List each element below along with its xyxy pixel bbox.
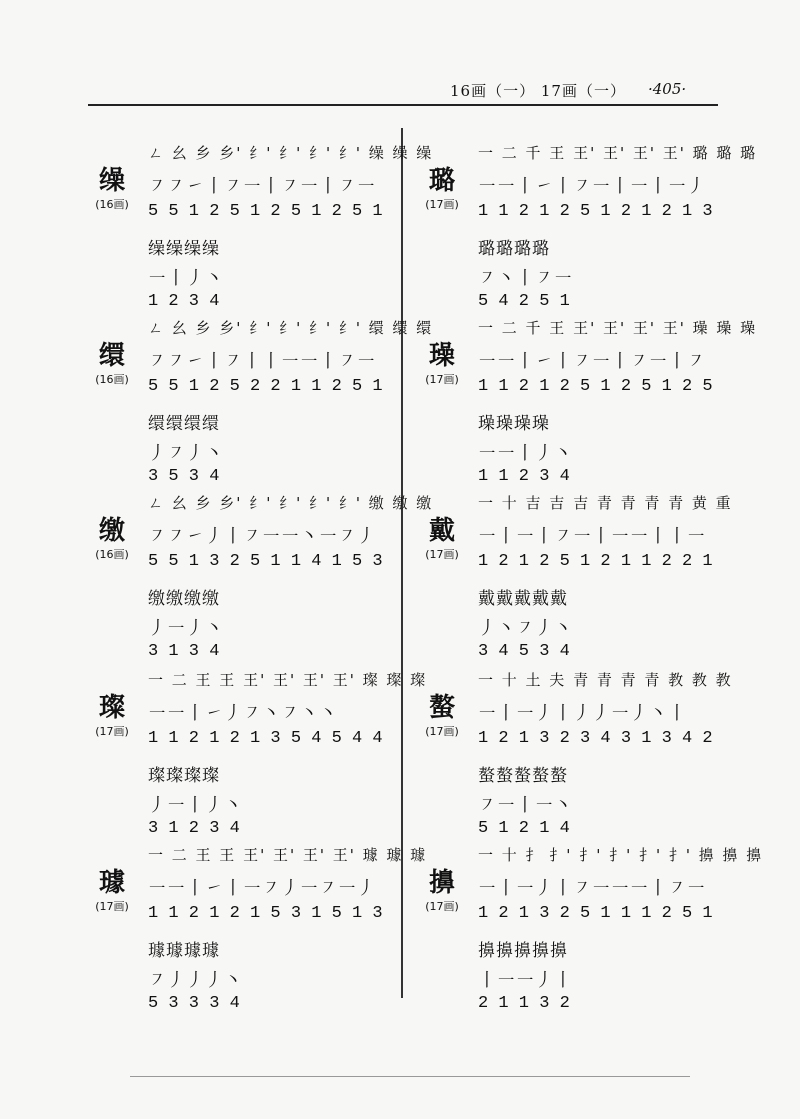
stroke-count: (17画)	[425, 900, 459, 913]
stroke-numbers-continued: 3 1 3 4	[148, 642, 220, 661]
stroke-numbers-continued: 3 4 5 3 4	[478, 642, 570, 661]
stroke-sequence-continued: 戴戴戴戴戴	[478, 589, 568, 609]
stroke-shapes-continued: ㇇㇐丨㇐丶	[478, 795, 573, 816]
stroke-numbers: 1 2 1 3 2 3 4 3 1 3 4 2	[478, 729, 713, 748]
stroke-sequence-continued: 缲缲缲缲	[148, 239, 220, 259]
stroke-shapes-continued: 丨㇐㇐丿丨	[478, 970, 573, 991]
running-header: 16画（一） 17画（一）	[450, 82, 626, 100]
stroke-count: (17画)	[425, 373, 459, 386]
stroke-numbers: 1 1 2 1 2 1 5 3 1 5 1 3	[148, 904, 383, 923]
stroke-shapes-continued: 丿㇐丨丿丶	[148, 795, 243, 816]
stroke-count: (17画)	[425, 198, 459, 211]
stroke-shapes: ㇐㇐丨㇀丿㇇丶㇇丶丶	[148, 703, 338, 724]
head-character: 缳	[98, 341, 125, 371]
stroke-sequence-continued: 璩璩璩璩	[148, 941, 220, 961]
stroke-numbers-continued: 5 1 2 1 4	[478, 819, 570, 838]
stroke-shapes-continued: 丿㇐丿丶	[148, 618, 224, 639]
head-character: 螯	[428, 693, 455, 723]
stroke-count: (16画)	[95, 373, 129, 386]
stroke-shapes: ㇇㇇㇀丨㇇㇐丨㇇㇐丨㇇㇐	[148, 176, 376, 197]
stroke-count: (17画)	[95, 900, 129, 913]
stroke-shapes: ㇇㇇㇀丿丨㇇㇐㇐丶㇐㇇丿	[148, 526, 376, 547]
stroke-sequence: 一 二 千 王 王' 王' 王' 王' 璪 璪 璪	[478, 319, 758, 337]
head-character: 擤	[428, 868, 455, 898]
head-character: 缲	[98, 166, 125, 196]
stroke-sequence-continued: 缳缳缳缳	[148, 414, 220, 434]
stroke-sequence: 一 二 王 王 王' 王' 王' 王' 璨 璨 璨	[148, 671, 428, 689]
stroke-shapes-continued: 丿丶㇇丿丶	[478, 618, 573, 639]
stroke-sequence: 一 十 扌 扌' 扌' 扌' 扌' 扌' 擤 擤 擤	[478, 846, 764, 864]
stroke-shapes: ㇐㇐丨㇀丨㇇㇐丨㇐丨㇐丿	[478, 176, 706, 197]
head-character: 戴	[428, 516, 455, 546]
head-character: 缴	[98, 516, 125, 546]
stroke-shapes-continued: ㇇丿丿丿丶	[148, 970, 243, 991]
stroke-shapes: ㇐丨㇐丨㇇㇐丨㇐㇐丨丨㇐	[478, 526, 706, 547]
stroke-sequence: 一 二 千 王 王' 王' 王' 王' 璐 璐 璐	[478, 144, 758, 162]
column-divider	[401, 128, 403, 998]
stroke-shapes: ㇐㇐丨㇀丨㇇㇐丨㇇㇐丨㇇	[478, 351, 706, 372]
stroke-count: (16画)	[95, 198, 129, 211]
stroke-shapes: ㇐丨㇐丿丨㇇㇐㇐㇐丨㇇㇐	[478, 878, 706, 899]
stroke-sequence: ㄥ 幺 乡 乡' 纟' 纟' 纟' 纟' 缲 缲 缲	[148, 144, 434, 162]
stroke-sequence: 一 二 王 王 王' 王' 王' 王' 璩 璩 璩	[148, 846, 428, 864]
stroke-count: (17画)	[425, 725, 459, 738]
stroke-shapes-continued: ㇇丶丨㇇㇐	[478, 268, 573, 289]
stroke-sequence-continued: 擤擤擤擤擤	[478, 941, 568, 961]
page-number: ·405·	[648, 80, 687, 98]
stroke-shapes: ㇐㇐丨㇀丨㇐㇇丿㇐㇇㇐丿	[148, 878, 376, 899]
header-rule	[88, 104, 718, 106]
stroke-numbers: 1 2 1 3 2 5 1 1 1 2 5 1	[478, 904, 713, 923]
stroke-numbers: 5 5 1 2 5 2 2 1 1 2 5 1	[148, 377, 383, 396]
stroke-numbers-continued: 3 5 3 4	[148, 467, 220, 486]
head-character: 璐	[428, 166, 455, 196]
stroke-numbers-continued: 1 1 2 3 4	[478, 467, 570, 486]
stroke-count: (17画)	[95, 725, 129, 738]
footer-rule	[130, 1076, 690, 1077]
stroke-numbers: 5 5 1 3 2 5 1 1 4 1 5 3	[148, 552, 383, 571]
stroke-numbers: 1 1 2 1 2 5 1 2 1 2 1 3	[478, 202, 713, 221]
stroke-numbers-continued: 3 1 2 3 4	[148, 819, 240, 838]
stroke-shapes: ㇇㇇㇀丨㇇丨丨㇐㇐丨㇇㇐	[148, 351, 376, 372]
stroke-sequence: 一 十 吉 吉 吉 青 青 青 青 黄 重	[478, 494, 733, 512]
stroke-numbers-continued: 1 2 3 4	[148, 292, 220, 311]
stroke-sequence-continued: 螯螯螯螯螯	[478, 766, 568, 786]
stroke-numbers: 1 1 2 1 2 1 3 5 4 5 4 4	[148, 729, 383, 748]
stroke-sequence-continued: 璪璪璪璪	[478, 414, 550, 434]
stroke-sequence-continued: 缴缴缴缴	[148, 589, 220, 609]
stroke-shapes-continued: ㇐丨丿丶	[148, 268, 224, 289]
stroke-numbers: 1 1 2 1 2 5 1 2 5 1 2 5	[478, 377, 713, 396]
stroke-shapes-continued: ㇐㇐丨丿丶	[478, 443, 573, 464]
head-character: 璪	[428, 341, 455, 371]
stroke-count: (17画)	[425, 548, 459, 561]
stroke-numbers-continued: 2 1 1 3 2	[478, 994, 570, 1013]
head-character: 璨	[98, 693, 125, 723]
stroke-sequence: 一 十 土 夫 青 青 青 青 教 教 教	[478, 671, 733, 689]
stroke-sequence-continued: 璐璐璐璐	[478, 239, 550, 259]
stroke-numbers: 1 2 1 2 5 1 2 1 1 2 2 1	[478, 552, 713, 571]
stroke-numbers-continued: 5 3 3 3 4	[148, 994, 240, 1013]
stroke-sequence: ㄥ 幺 乡 乡' 纟' 纟' 纟' 纟' 缳 缳 缳	[148, 319, 434, 337]
stroke-count: (16画)	[95, 548, 129, 561]
stroke-numbers-continued: 5 4 2 5 1	[478, 292, 570, 311]
stroke-shapes: ㇐丨㇐丿丨丿丿㇐丿丶丨	[478, 703, 687, 724]
stroke-sequence: ㄥ 幺 乡 乡' 纟' 纟' 纟' 纟' 缴 缴 缴	[148, 494, 434, 512]
stroke-sequence-continued: 璨璨璨璨	[148, 766, 220, 786]
stroke-shapes-continued: 丿㇇丿丶	[148, 443, 224, 464]
stroke-numbers: 5 5 1 2 5 1 2 5 1 2 5 1	[148, 202, 383, 221]
head-character: 璩	[98, 868, 125, 898]
